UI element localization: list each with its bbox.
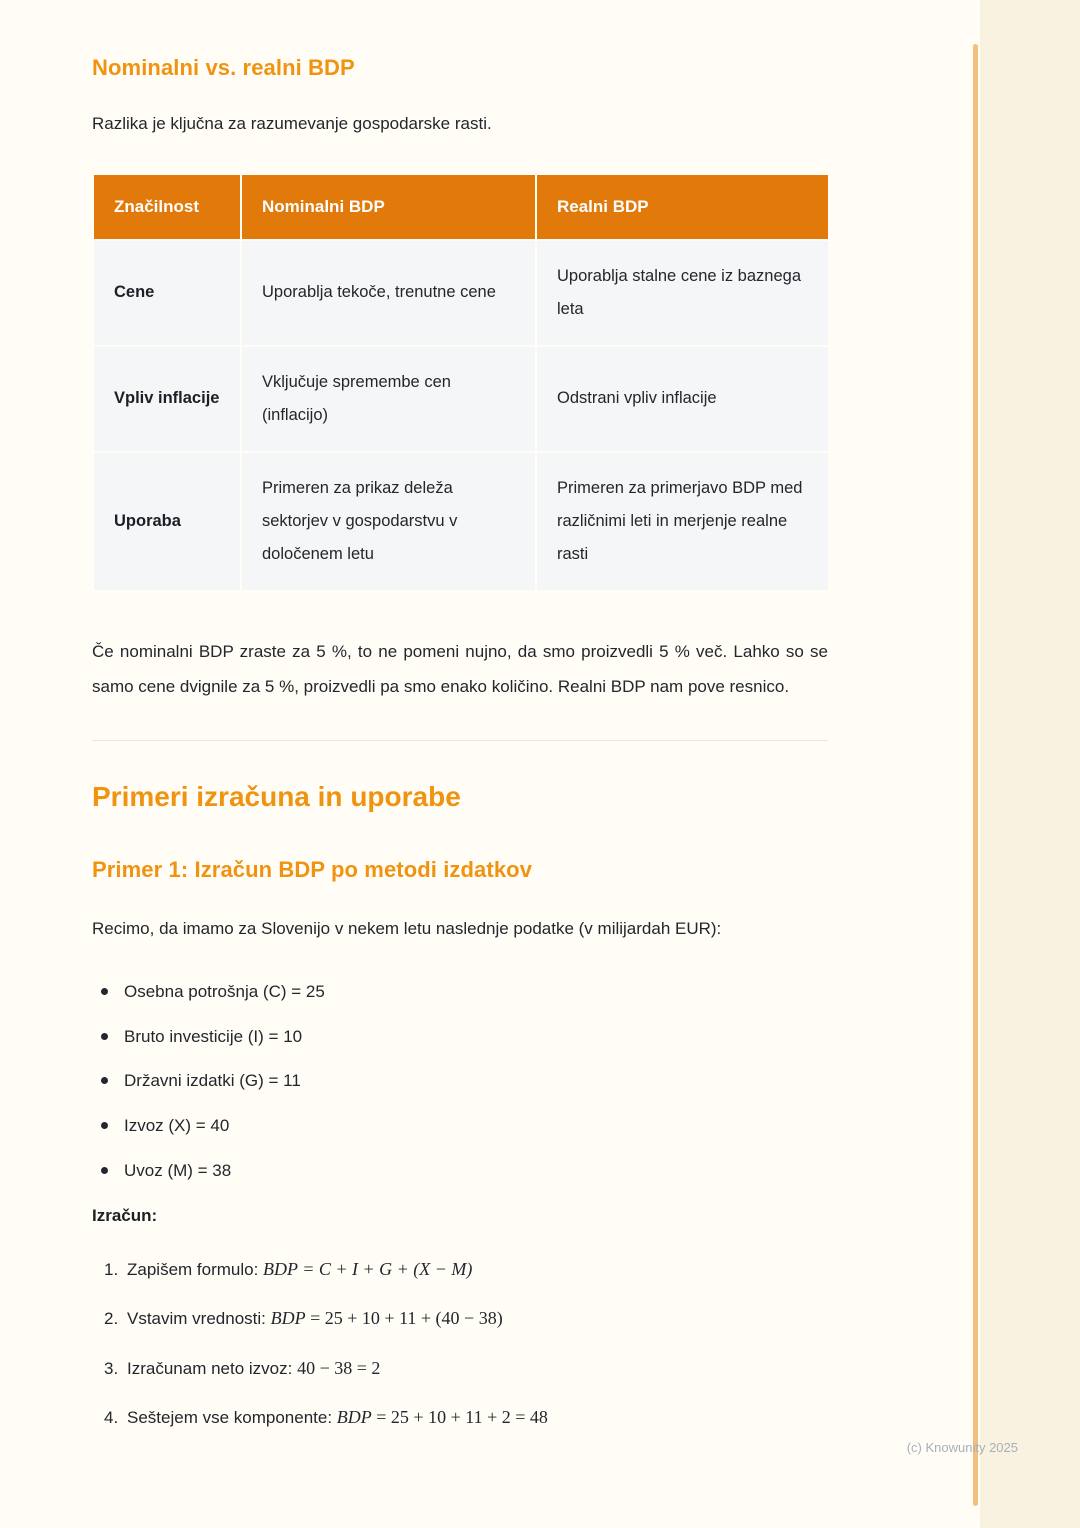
cell-nominal-inflacija: Vključuje spremembe cen (inflacijo) <box>241 346 536 452</box>
step-number: 1. <box>104 1259 119 1279</box>
list-item <box>92 1022 828 1052</box>
comparison-table <box>92 173 830 592</box>
note-paragraph: Če nominalni BDP zraste za 5 %, to ne pomeni nujno, da smo proizvedli 5 % več. Lahko so se samo cene dvignile za 5 %, proizvedli pa smo enako količino. Realni BDP nam pove resnico. <box>92 641 828 697</box>
cell-real-uporaba: Primeren za primerjavo BDP med različnimi leti in merjenje realne rasti <box>536 452 829 591</box>
step-math-italic: BDP <box>336 1407 372 1428</box>
list-item <box>92 1111 828 1141</box>
step-text: Seštejem vse komponente: <box>127 1408 337 1428</box>
step-item <box>104 1303 828 1335</box>
list-item-text: Državni izdatki (G) = 11 <box>124 1071 301 1091</box>
data-list <box>92 977 828 1186</box>
list-item-text: Uvoz (M) = 38 <box>124 1160 232 1180</box>
calculation-steps-list <box>92 1254 828 1434</box>
bullet-icon <box>101 1033 108 1040</box>
step-math-italic: BDP <box>270 1308 306 1329</box>
section-intro-text: Razlika je ključna za razumevanje gospodarske rasti. <box>92 114 492 133</box>
step-number: 4. <box>104 1408 119 1428</box>
sub-heading-primer-1: Primer 1: Izračun BDP po metodi izdatkov <box>92 857 533 883</box>
step-text: Vstavim vrednosti: <box>127 1309 271 1329</box>
step-number: 2. <box>104 1309 119 1329</box>
main-heading-primeri: Primeri izračuna in uporabe <box>92 781 461 813</box>
step-math-plain: 40 − 38 = 2 <box>297 1357 381 1378</box>
step-math-plain: = 25 + 10 + 11 + (40 − 38) <box>305 1308 503 1329</box>
row-label-uporaba: Uporaba <box>93 452 241 591</box>
row-label-vpliv-inflacije: Vpliv inflacije <box>93 346 241 452</box>
list-item-text: Bruto investicije (I) = 10 <box>124 1026 303 1046</box>
bullet-icon <box>101 1167 108 1174</box>
step-item <box>104 1353 828 1385</box>
list-item <box>92 1066 828 1096</box>
table-header-nominalni-bdp: Nominalni BDP <box>241 174 536 240</box>
page-margin-line <box>973 44 978 1506</box>
page-margin-strip <box>980 0 1080 1528</box>
list-item <box>92 1156 828 1186</box>
step-math-plain: = 25 + 10 + 11 + 2 = 48 <box>371 1407 548 1428</box>
watermark: (c) Knowunity 2025 <box>906 1440 1018 1455</box>
cell-nominal-cene: Uporablja tekoče, trenutne cene <box>241 240 536 346</box>
calculation-label: Izračun: <box>92 1205 158 1225</box>
bullet-icon <box>101 1077 108 1084</box>
row-label-cene: Cene <box>93 240 241 346</box>
bullet-icon <box>101 988 108 995</box>
step-item <box>104 1402 828 1434</box>
cell-real-inflacija: Odstrani vpliv inflacije <box>536 346 829 452</box>
section-heading-nominal-vs-realni: Nominalni vs. realni BDP <box>92 55 355 80</box>
table-header-realni-bdp: Realni BDP <box>536 174 829 240</box>
table-row <box>93 346 829 452</box>
table-row <box>93 452 829 591</box>
data-intro-text: Recimo, da imamo za Slovenijo v nekem letu naslednje podatke (v milijardah EUR): <box>92 919 722 939</box>
table-header-znacilnost: Značilnost <box>93 174 241 240</box>
table-row <box>93 240 829 346</box>
table-header-row <box>93 174 829 240</box>
step-math-italic: BDP = C + I + G + (X − M) <box>263 1258 473 1279</box>
step-text: Izračunam neto izvoz: <box>127 1358 298 1378</box>
document-content <box>92 0 828 1452</box>
cell-real-cene: Uporablja stalne cene iz baznega leta <box>536 240 829 346</box>
step-text: Zapišem formulo: <box>127 1259 264 1279</box>
cell-nominal-uporaba: Primeren za prikaz deleža sektorjev v gospodarstvu v določenem letu <box>241 452 536 591</box>
list-item-text: Izvoz (X) = 40 <box>124 1116 230 1136</box>
section-divider <box>92 740 828 741</box>
list-item <box>92 977 828 1007</box>
step-item <box>104 1254 828 1286</box>
step-number: 3. <box>104 1358 119 1378</box>
bullet-icon <box>101 1122 108 1129</box>
list-item-text: Osebna potrošnja (C) = 25 <box>124 981 325 1001</box>
